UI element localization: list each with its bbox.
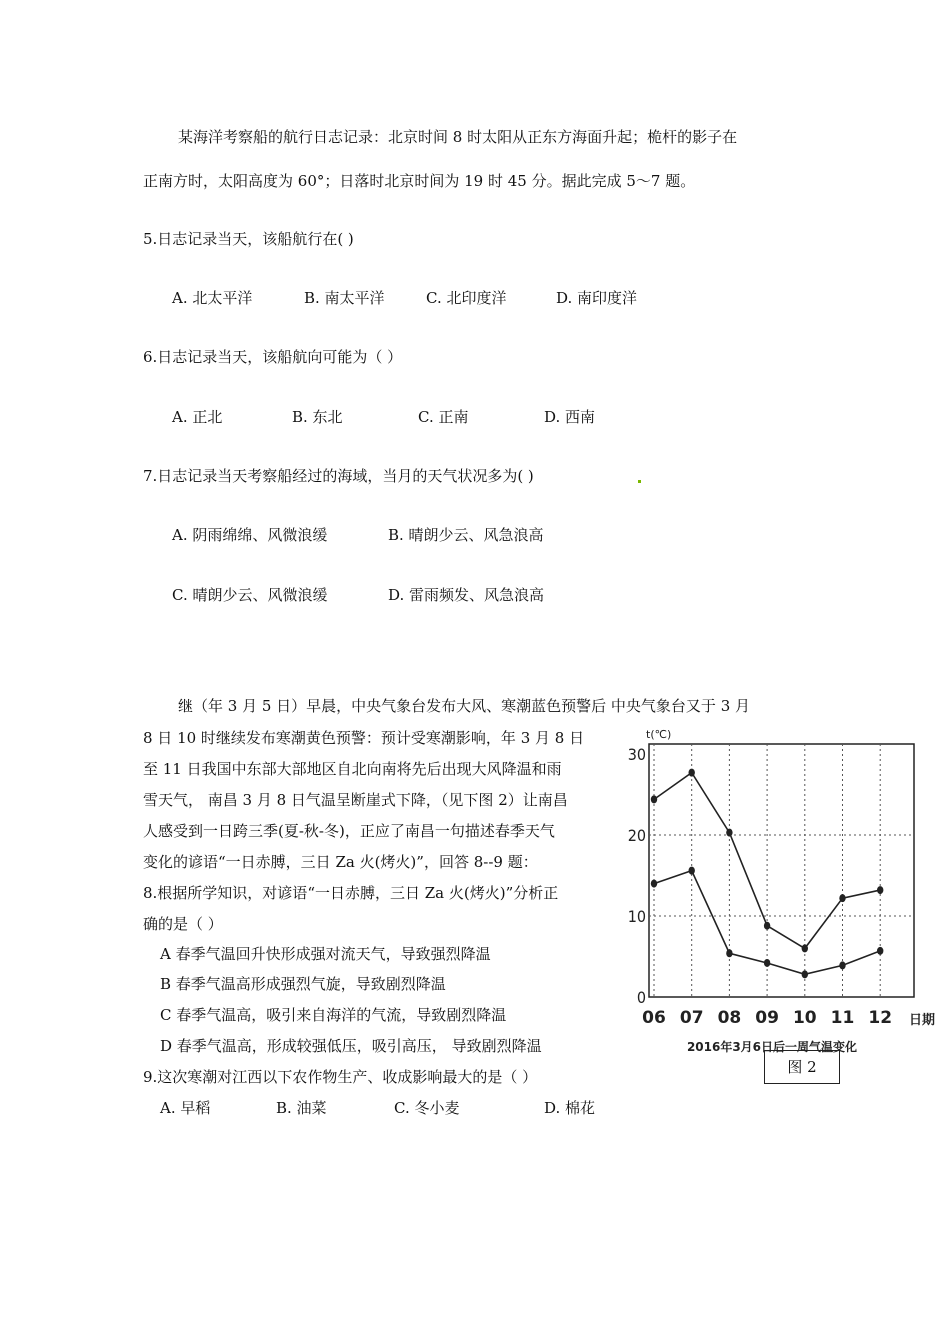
- data-point: [839, 894, 845, 902]
- option-a[interactable]: A. 早稻: [160, 1099, 211, 1117]
- x-tick-label: 07: [679, 1008, 704, 1028]
- x-tick-label: 11: [830, 1008, 855, 1028]
- y-tick-label: 20: [628, 826, 646, 845]
- data-point: [651, 795, 657, 803]
- option-a[interactable]: A. 阴雨绵绵、风微浪缓: [172, 526, 328, 544]
- option-d[interactable]: D. 棉花: [544, 1099, 596, 1117]
- passage-2-line-4: 雪天气， 南昌 3 月 8 日气温呈断崖式下降，（见下图 2）让南昌: [143, 791, 568, 809]
- option-b[interactable]: B. 油菜: [276, 1099, 327, 1117]
- option-c[interactable]: C. 正南: [418, 408, 469, 426]
- passage-1-line-2: 正南方时，太阳高度为 60°；日落时北京时间为 19 时 45 分。据此完成 5～7 题。: [143, 172, 696, 190]
- option-a[interactable]: A 春季气温回升快形成强对流天气，导致强烈降温: [160, 945, 491, 963]
- data-point: [651, 880, 657, 888]
- option-b[interactable]: B. 南太平洋: [304, 289, 385, 307]
- question-7-options-row-2: [172, 584, 544, 605]
- x-tick-label: 09: [755, 1008, 779, 1028]
- data-point: [764, 922, 770, 930]
- option-c[interactable]: C. 冬小麦: [394, 1099, 460, 1117]
- question-8-stem-1: 8.根据所学知识，对谚语“一日赤膊，三日 Za 火(烤火)”分析正: [143, 884, 559, 902]
- option-a[interactable]: A. 正北: [172, 408, 223, 426]
- passage-2-line-6: 变化的谚语“一日赤膊，三日 Za 火(烤火)”，回答 8--9 题：: [143, 853, 538, 871]
- y-tick-label: 10: [628, 907, 646, 926]
- option-c[interactable]: C 春季气温高，吸引来自海洋的气流，导致剧烈降温: [160, 1006, 507, 1024]
- data-point: [764, 959, 770, 967]
- passage-2-line-2: 8 日 10 时继续发布寒潮黄色预警：预计受寒潮影响，年 3 月 8 日: [143, 729, 585, 747]
- option-b[interactable]: B 春季气温高形成强烈气旋，导致剧烈降温: [160, 975, 446, 993]
- option-c[interactable]: C. 北印度洋: [426, 289, 507, 307]
- y-tick-label: 30: [628, 745, 646, 764]
- question-5-stem: 5.日志记录当天，该船航行在( ): [143, 230, 354, 248]
- question-5-options: [172, 287, 637, 308]
- chart-title: 2016年3月6日后一周气温变化: [686, 1040, 858, 1054]
- option-b[interactable]: B. 晴朗少云、风急浪高: [388, 526, 544, 544]
- data-point: [802, 970, 808, 978]
- temperature-chart: [628, 722, 948, 1062]
- question-8-stem-2: 确的是（ ）: [143, 915, 223, 933]
- x-axis-label: 日期: [909, 1013, 936, 1028]
- green-dot-mark: [638, 480, 641, 483]
- y-tick-label: 0: [636, 988, 646, 1007]
- x-tick-label: 12: [868, 1008, 893, 1028]
- option-c[interactable]: C. 晴朗少云、风微浪缓: [172, 586, 328, 604]
- option-d[interactable]: D. 西南: [544, 408, 596, 426]
- passage-2-line-5: 人感受到一日跨三季(夏-秋-冬)，正应了南昌一句描述春季天气: [143, 822, 555, 840]
- data-point: [689, 769, 695, 777]
- data-point: [689, 867, 695, 875]
- temperature-chart-svg: [628, 722, 948, 1062]
- data-point: [839, 961, 845, 969]
- question-9-options: [160, 1097, 595, 1118]
- data-point: [877, 886, 883, 894]
- question-7-stem: 7.日志记录当天考察船经过的海域，当月的天气状况多为( ): [143, 467, 534, 485]
- passage-1-line-1: 某海洋考察船的航行日志记录：北京时间 8 时太阳从正东方海面升起；桅杆的影子在: [178, 128, 738, 146]
- question-6-options: [172, 406, 595, 427]
- option-d[interactable]: D 春季气温高，形成较强低压，吸引高压， 导致剧烈降温: [160, 1037, 542, 1055]
- option-a[interactable]: A. 北太平洋: [172, 289, 253, 307]
- x-tick-label: 10: [792, 1008, 817, 1028]
- question-9-stem: 9.这次寒潮对江西以下农作物生产、收成影响最大的是（ ）: [143, 1068, 538, 1086]
- data-point: [726, 829, 732, 837]
- option-b[interactable]: B. 东北: [292, 408, 343, 426]
- x-tick-label: 06: [642, 1008, 666, 1028]
- y-axis-label: t(℃): [646, 728, 672, 741]
- question-7-options-row-1: [172, 524, 544, 545]
- passage-2-line-1: 继（年 3 月 5 日）早晨，中央气象台发布大风、寒潮蓝色预警后 中央气象台又于 3 月: [178, 697, 751, 715]
- question-6-stem: 6.日志记录当天，该船航向可能为（ ）: [143, 348, 403, 366]
- figure-caption: 图 2: [764, 1050, 840, 1084]
- data-point: [802, 944, 808, 952]
- passage-2-line-3: 至 11 日我国中东部大部地区自北向南将先后出现大风降温和雨: [143, 760, 562, 778]
- x-tick-label: 08: [717, 1008, 742, 1028]
- option-d[interactable]: D. 雷雨频发、风急浪高: [388, 586, 545, 604]
- data-point: [726, 949, 732, 957]
- data-point: [877, 947, 883, 955]
- option-d[interactable]: D. 南印度洋: [556, 289, 638, 307]
